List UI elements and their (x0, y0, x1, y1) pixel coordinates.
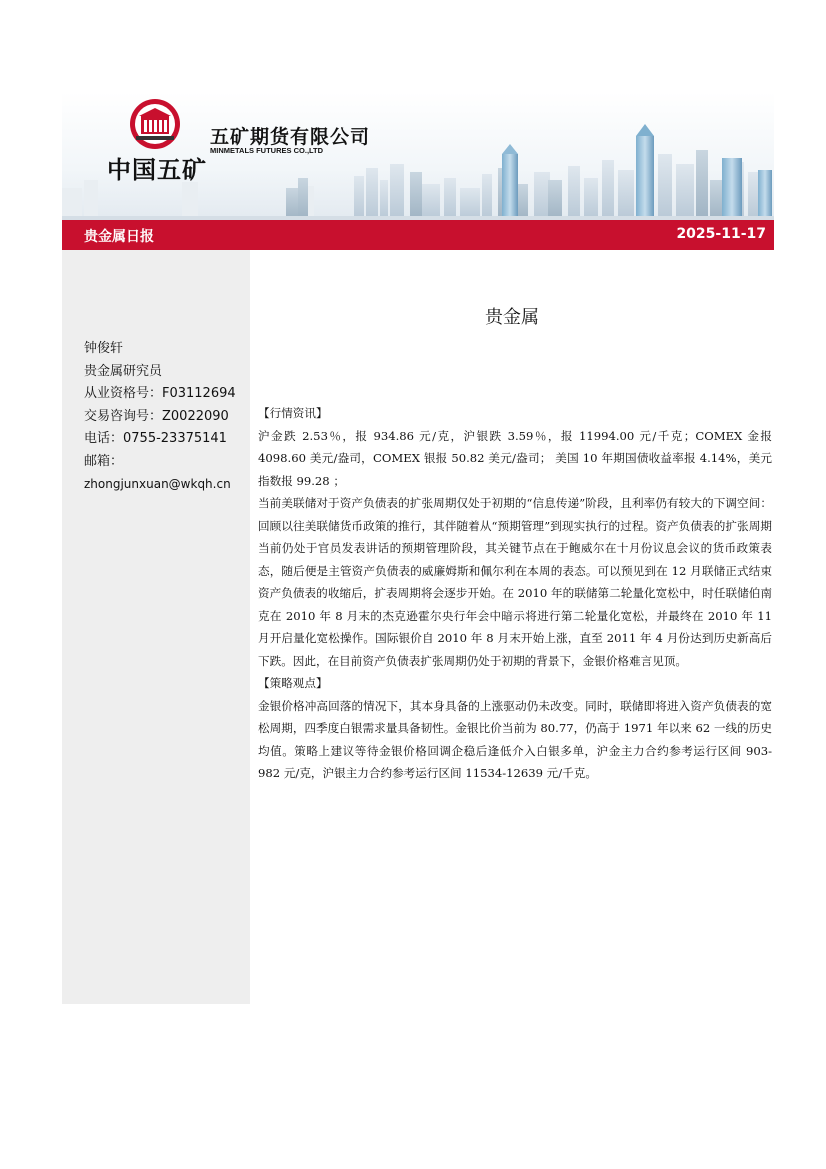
report-body (258, 402, 772, 785)
china-minmetals-logo-text: 中国五矿 (107, 156, 207, 184)
author-name: 钟俊轩 (84, 341, 124, 356)
market-news-paragraph-2: 当前美联储对于资产负债表的扩张周期仅处于初期的“信息传递”阶段，且利率仍有较大的下调空间：回顾以往美联储货币政策的推行，其伴随着从“预期管理”到现实执行的过程。资产负债表的扩张周期当前仍处于官员发表讲话的预期管理阶段，其关键节点在于鲍威尔在十月份议息会议的货币政策表态，随后便是主管资产负债表的威廉姆斯和佩尔利在本周的表态。可以预见到在 12 月联储正式结束资产负债表的收缩后，扩表周期将会逐步开始。在 2010 年的联储第二轮量化宽松中，时任联储伯南克在 2010 年 8 月末的杰克逊霍尔央行年会中暗示将进行第二轮量化宽松，并最终在 2010 年 11 月开启量化宽松操作。国际银价自 2010 年 8 月末开始上涨，直至 2011 年 4 月份达到历史新高后下跌。因此，在目前资产负债表扩张周期仍处于初期的背景下，金银价格难言见顶。 (258, 496, 772, 668)
market-news-heading: 【行情资讯】 (258, 406, 328, 420)
author-phone: 电话：0755-23375141 (84, 431, 227, 446)
minmetals-logo-icon (124, 98, 186, 150)
page-header (62, 92, 774, 220)
company-name-en: MINMETALS FUTURES CO.,LTD (210, 146, 324, 155)
report-banner (62, 220, 774, 250)
author-email-label: 邮箱： (84, 453, 124, 469)
report-date: 2025-11-17 (676, 226, 766, 242)
section-title: 贵金属 (485, 307, 539, 328)
market-news-paragraph-1: 沪金跌 2.53％，报 934.86 元/克，沪银跌 3.59％，报 11994.00 元/千克；COMEX 金报 4098.60 美元/盎司，COMEX 银报 50.82 美元/盎司； 美国 10 年期国债收益率报 4.14%，美元指数报 99.28 ； (258, 428, 772, 488)
author-consult-number: 交易咨询号：Z0022090 (84, 408, 229, 424)
report-title: 贵金属日报 (84, 229, 154, 245)
strategy-paragraph: 金银价格冲高回落的情况下，其本身具备的上涨驱动仍未改变。同时，联储即将进入资产负债表的宽松周期，四季度白银需求量具备韧性。金银比价当前为 80.77，仍高于 1971 年以来 62 一线的历史均值。策略上建议等待金银价格回调企稳后逢低介入白银多单，沪金主力合约参考运行区间 903-982 元/克，沪银主力合约参考运行区间 11534-12639 元/千克。 (258, 698, 772, 780)
author-info (84, 338, 236, 496)
author-sidebar (62, 250, 250, 1004)
author-license: 从业资格号：F03112694 (84, 386, 236, 401)
author-email: zhongjunxuan@wkqh.cn (84, 477, 231, 491)
author-title: 贵金属研究员 (84, 363, 163, 379)
company-name-cn: 五矿期货有限公司 (210, 126, 371, 148)
strategy-heading: 【策略观点】 (258, 676, 328, 690)
